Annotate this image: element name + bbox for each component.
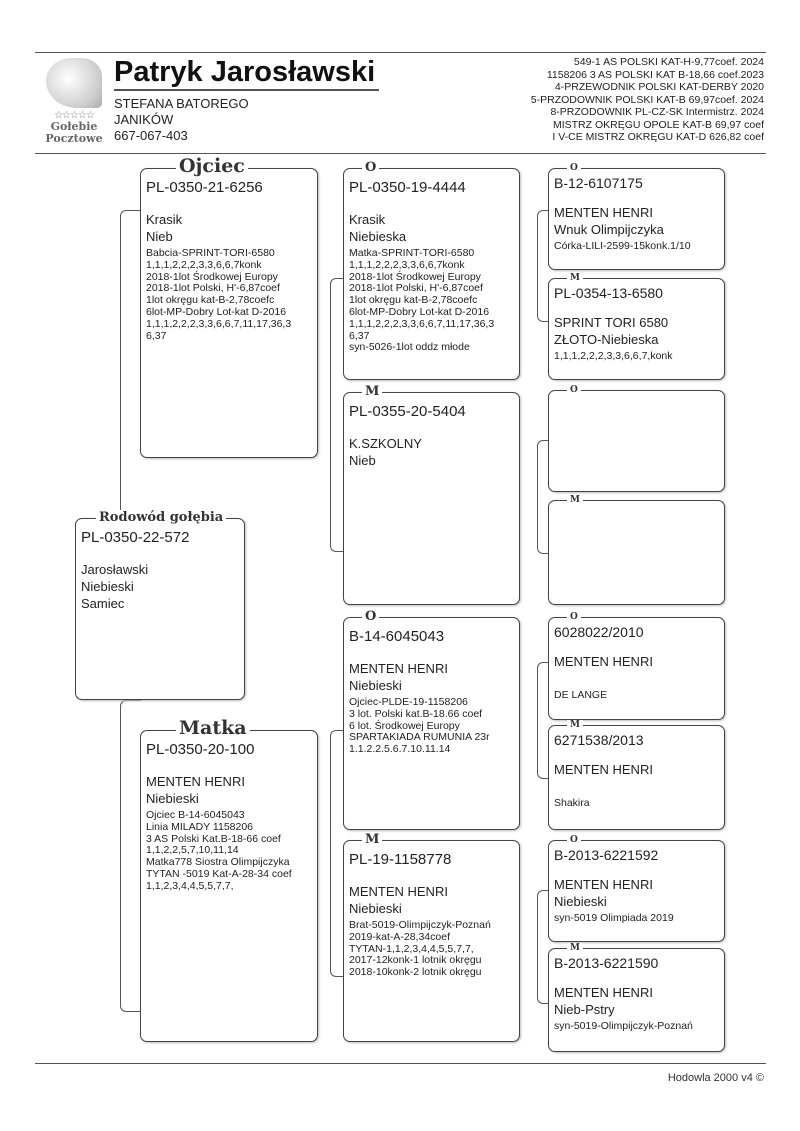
footer-rule: [35, 1063, 766, 1064]
ring-number: PL-0350-20-100: [146, 741, 255, 758]
card-notes: syn-5019 Olimpiada 2019: [554, 912, 674, 924]
pedigree-connector: [120, 210, 141, 517]
header-top-rule: [35, 52, 766, 53]
card-notes: Brat-5019-Olimpijczyk-Poznań 2019-kat-A-28,34coef TYTAN-1,1,2,3,4,4,5,5,7,7, 2017-12konk-1 lotnik okręgu 2018-10konk-2 lotnik okręgu: [349, 919, 491, 979]
card-notes: Ojciec B-14-6045043 Linia MILADY 1158206 3 AS Polski Kat.B-18-66 coef 1,1,2,2,5,7,10,11,14 Matka778 Siostra Olimpijczyka TYTAN -5019 Kat-A-28-34 coef 1,1,2,3,4,4,5,5,7,7,: [146, 809, 292, 892]
card-line: Niebieska: [349, 229, 407, 244]
achievement-line: 4-PRZEWODNIK POLSKI KAT-DERBY 2020: [554, 81, 764, 93]
card-notes: Ojciec-PLDE-19-1158206 3 lot. Polski kat.B-18.66 coef 6 lot. Środkowej Europy SPARTAKIADA RUMUNIA 23r 1.1.2.2.5.6.7.10.11.14: [349, 696, 490, 756]
card-line: MENTEN HENRI: [554, 654, 653, 669]
card-line: [554, 778, 720, 795]
pigeon-card-sss[interactable]: [548, 163, 725, 270]
card-notes: DE LANGE: [554, 689, 608, 701]
pigeon-card-dam[interactable]: [140, 717, 318, 1042]
card-line: Niebieski: [81, 579, 134, 594]
pigeon-card-subject[interactable]: [75, 510, 245, 700]
pedigree-connector: [330, 730, 344, 977]
logo-text: Pocztowe: [45, 132, 103, 145]
achievement-line: MISTRZ OKRĘGU OPOLE KAT-B 69,97 coef: [552, 118, 764, 131]
card-label: M: [362, 384, 382, 400]
address-phone: 667-067-403: [114, 128, 188, 143]
card-notes: Matka-SPRINT-TORI-6580 1,1,1,2,2,2,3,3,6,6,7konk 2018-1lot Środkowej Europy 2018-1lot Polski, H'-6,87coef 1lot okręgu kat-B-2,78coefc 6lot-MP-Dobry Lot-kat D-2016 1,1,1,2,2,2,3,3,6,6,7,11,17,36,3 6,37 syn-5026-1lot oddz młode: [349, 247, 495, 354]
pedigree-connector: [120, 700, 141, 1012]
card-line: Niebieski: [146, 791, 199, 806]
card-label: O: [567, 835, 581, 845]
logo: [38, 58, 110, 150]
pigeon-card-ss[interactable]: [343, 160, 520, 380]
card-line: Nieb: [146, 229, 173, 244]
card-line: Nieb-Pstry: [554, 1002, 615, 1017]
ring-number: 6028022/2010: [554, 624, 644, 640]
ring-number: 6271538/2013: [554, 732, 644, 748]
card-notes: syn-5019-Olimpijczyk-Poznań: [554, 1020, 693, 1032]
card-label: O: [567, 612, 581, 622]
card-label: O: [362, 160, 379, 176]
card-line: Niebieski: [349, 678, 402, 693]
ring-number: B-12-6107175: [554, 175, 643, 191]
card-line: MENTEN HENRI: [554, 205, 653, 220]
card-label: Rodowód gołębia: [96, 510, 226, 526]
pedigree-connector: [330, 278, 344, 552]
ring-number: PL-0350-19-4444: [349, 179, 466, 196]
card-line: MENTEN HENRI: [554, 762, 653, 777]
header-bottom-rule: [35, 153, 766, 154]
stars-icon: ☆☆☆☆☆: [54, 110, 94, 121]
card-line: MENTEN HENRI: [146, 774, 245, 789]
card-line: SPRINT TORI 6580: [554, 315, 669, 330]
card-label: O: [567, 385, 581, 395]
card-line: K.SZKOLNY: [349, 436, 422, 451]
card-line: Krasik: [146, 212, 183, 227]
ring-number: PL-0350-22-572: [81, 529, 190, 546]
pigeon-head-icon: [46, 58, 102, 108]
ring-number: B-2013-6221592: [554, 847, 659, 863]
card-line: Niebieski: [349, 901, 402, 916]
pigeon-card-sdd[interactable]: [548, 495, 725, 605]
ring-number: B-2013-6221590: [554, 955, 659, 971]
pigeon-card-dd[interactable]: [343, 832, 520, 1042]
card-label: Ojciec: [176, 155, 248, 177]
address-street: STEFANA BATOREGO: [114, 96, 249, 111]
pigeon-card-sds[interactable]: [548, 385, 725, 492]
card-line: Krasik: [349, 212, 386, 227]
card-line: MENTEN HENRI: [554, 877, 653, 892]
ring-number: [554, 396, 720, 414]
card-line: Samiec: [81, 596, 125, 611]
pigeon-card-dds[interactable]: [548, 835, 725, 942]
pigeon-card-ddd[interactable]: [548, 943, 725, 1052]
achievement-line: 5-PRZODOWNIK POLSKI KAT-B 69,97coef. 2024: [530, 93, 764, 106]
card-line: Wnuk Olimpijczyka: [554, 222, 664, 237]
card-label: M: [567, 273, 583, 283]
card-label: O: [362, 609, 379, 625]
address-city: JANIKÓW: [114, 112, 174, 127]
card-line: ZŁOTO-Niebieska: [554, 332, 659, 347]
card-label: M: [567, 720, 583, 730]
owner-address: [114, 96, 249, 144]
achievement-line: 1158206 3 AS POLSKI KAT B-18,66 coef.2023: [546, 68, 764, 81]
card-label: M: [567, 495, 583, 505]
logo-text: Gołebie: [50, 120, 98, 133]
card-label: M: [567, 943, 583, 953]
card-label: M: [362, 832, 382, 848]
card-notes: Córka-LILI-2599-15konk.1/10: [554, 240, 691, 252]
card-line: [554, 670, 720, 687]
card-line: Jarosławski: [81, 562, 149, 577]
card-line: MENTEN HENRI: [554, 985, 653, 1000]
ring-number: [554, 506, 720, 524]
pigeon-card-sd[interactable]: [343, 384, 520, 605]
card-line: Niebieski: [554, 894, 607, 909]
footer-credit: Hodowla 2000 v4 ©: [667, 1072, 764, 1084]
card-line: MENTEN HENRI: [349, 884, 448, 899]
card-notes: 1,1,1,2,2,2,3,3,6,6,7,konk: [554, 350, 673, 362]
pigeon-card-dsd[interactable]: [548, 720, 725, 830]
ring-number: PL-0355-20-5404: [349, 403, 466, 420]
ring-number: PL-0354-13-6580: [554, 285, 663, 301]
card-notes: Babcia-SPRINT-TORI-6580 1,1,1,2,2,2,3,3,6,6,7konk 2018-1lot Środkowej Europy 2018-1lot Polski, H'-6,87coef 1lot okręgu kat-B-2,78coefc 6lot-MP-Dobry Lot-kat D-2016 1,1,1,2,2,2,3,3,6,6,7,11,17,36,3 6,37: [146, 247, 292, 342]
card-line: MENTEN HENRI: [349, 661, 448, 676]
ring-number: PL-19-1158778: [349, 851, 452, 868]
achievement-line: 549-1 AS POLSKI KAT-H-9,77coef. 2024: [573, 56, 764, 68]
ring-number: PL-0350-21-6256: [146, 179, 263, 196]
owner-name: Patryk Jarosławski: [114, 55, 379, 91]
achievement-line: I V-CE MISTRZ OKRĘGU KAT-D 626,82 coef: [552, 131, 764, 143]
achievements-list: [531, 56, 764, 144]
card-notes: Shakira: [554, 797, 590, 809]
pigeon-card-sire[interactable]: [140, 155, 318, 458]
pigeon-card-dss[interactable]: [548, 612, 725, 720]
ring-number: B-14-6045043: [349, 628, 445, 645]
card-label: O: [567, 163, 581, 173]
achievement-line: 8-PRZODOWNIK PL-CZ-SK Intermistrz. 2024: [550, 106, 764, 118]
pigeon-card-ssd[interactable]: [548, 273, 725, 380]
pigeon-card-ds[interactable]: [343, 609, 520, 830]
card-label: Matka: [176, 717, 250, 739]
card-line: Nieb: [349, 453, 376, 468]
